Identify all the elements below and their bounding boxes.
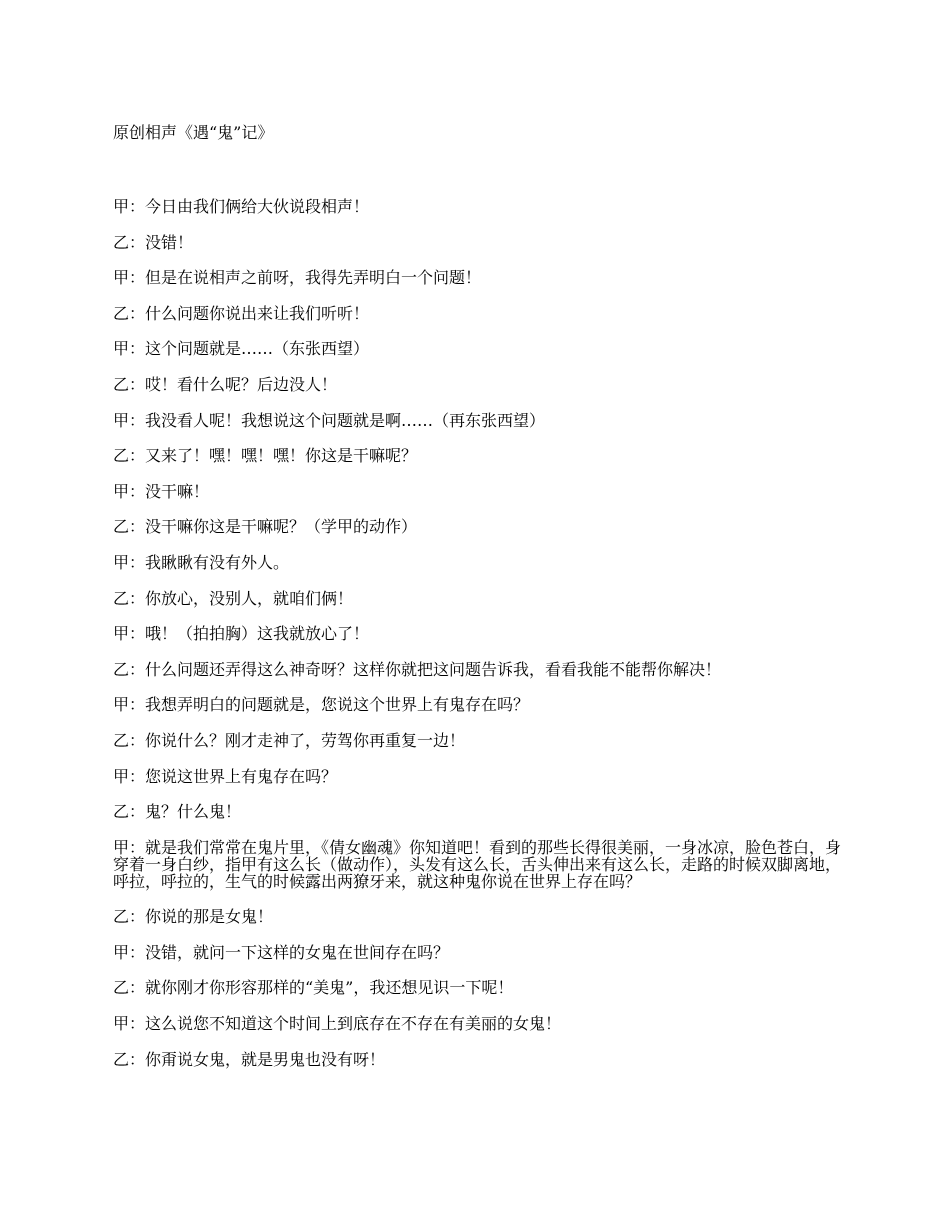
dialogue-line: 甲：我瞅瞅有没有外人。 bbox=[113, 552, 290, 572]
dialogue-line: 乙：你说什么？刚才走神了，劳驾你再重复一边！ bbox=[113, 730, 466, 750]
dialogue-line: 乙：什么问题还弄得这么神奇呀？这样你就把这问题告诉我，看看我能不能帮你解决！ bbox=[113, 659, 722, 679]
dialogue-line: 乙：鬼？什么鬼！ bbox=[113, 802, 242, 822]
dialogue-line: 甲：哦！（拍拍胸）这我就放心了！ bbox=[113, 624, 370, 644]
dialogue-line: 甲：就是我们常常在鬼片里，《倩女幽魂》你知道吧！看到的那些长得很美丽，一身冰凉，脸色苍白，身穿着一身白纱，指甲有这么长（做动作），头发有这么长，舌头伸出来有这么长，走路的时候双脚离地，呼拉，呼拉的，生气的时候露出两獠牙来，就这种鬼你说在世界上存在吗？ bbox=[113, 837, 842, 891]
dialogue-line: 乙：没错！ bbox=[113, 232, 194, 252]
dialogue-line: 甲：这么说您不知道这个时间上到底存在不存在有美丽的女鬼！ bbox=[113, 1014, 562, 1034]
dialogue-line: 甲：我没看人呢！我想说这个问题就是啊……（再东张西望） bbox=[113, 410, 546, 430]
dialogue-line: 甲：没干嘛！ bbox=[113, 481, 210, 501]
dialogue-line: 乙：你放心，没别人，就咱们俩！ bbox=[113, 588, 354, 608]
dialogue-line: 甲：这个问题就是……（东张西望） bbox=[113, 339, 370, 359]
dialogue-line: 甲：您说这世界上有鬼存在吗？ bbox=[113, 766, 338, 786]
dialogue-line: 乙：哎！看什么呢？后边没人！ bbox=[113, 374, 338, 394]
dialogue-line: 乙：又来了！嘿！嘿！嘿！你这是干嘛呢？ bbox=[113, 446, 418, 466]
dialogue-body bbox=[113, 198, 843, 1068]
dialogue-line: 乙：什么问题你说出来让我们听听！ bbox=[113, 303, 370, 323]
dialogue-line: 甲：今日由我们俩给大伙说段相声！ bbox=[113, 197, 370, 216]
dialogue-line: 甲：但是在说相声之前呀，我得先弄明白一个问题！ bbox=[113, 268, 482, 288]
dialogue-line: 甲：没错，就问一下这样的女鬼在世间存在吗？ bbox=[113, 942, 450, 962]
document-title: 原创相声《遇“鬼”记》 bbox=[113, 123, 274, 142]
dialogue-line: 乙：你甭说女鬼，就是男鬼也没有呀！ bbox=[113, 1049, 386, 1069]
dialogue-line: 甲：我想弄明白的问题就是，您说这个世界上有鬼存在吗？ bbox=[113, 695, 530, 715]
dialogue-line: 乙：你说的那是女鬼！ bbox=[113, 907, 274, 927]
document-page bbox=[113, 122, 843, 1086]
dialogue-line: 乙：就你刚才你形容那样的“美鬼”，我还想见识一下呢！ bbox=[113, 978, 514, 998]
dialogue-line: 乙：没干嘛你这是干嘛呢？（学甲的动作） bbox=[113, 517, 418, 537]
